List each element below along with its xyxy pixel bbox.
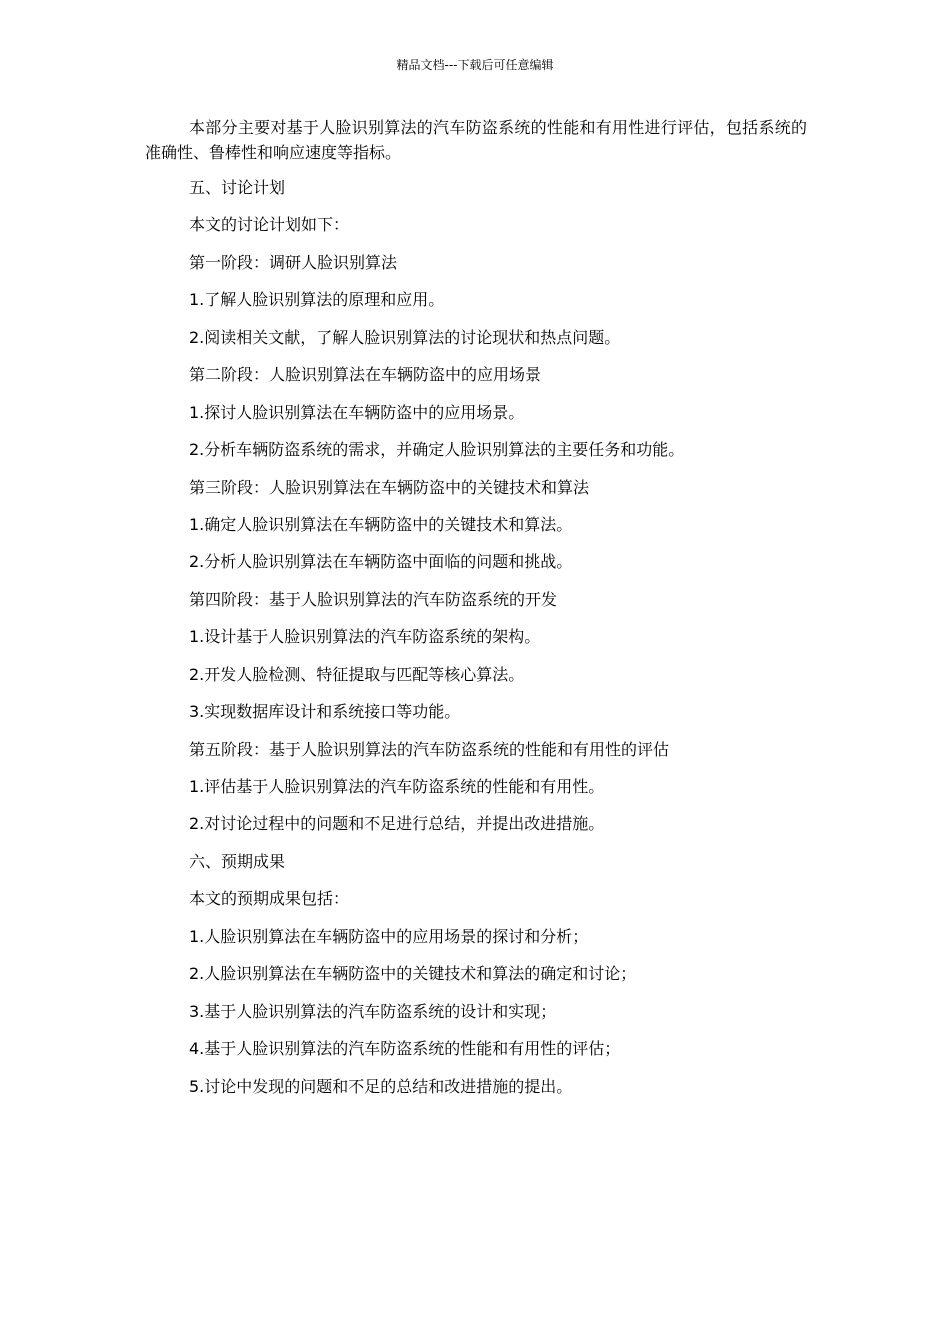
stage-heading: 第三阶段：人脸识别算法在车辆防盗中的关键技术和算法 [189, 477, 590, 497]
list-item: 1.设计基于人脸识别算法的汽车防盗系统的架构。 [189, 627, 541, 647]
paragraph: 本文的讨论计划如下： [189, 215, 350, 235]
list-item: 2.阅读相关文献，了解人脸识别算法的讨论现状和热点问题。 [189, 327, 621, 347]
section-heading: 六、预期成果 [189, 851, 286, 871]
stage-heading: 第五阶段：基于人脸识别算法的汽车防盗系统的性能和有用性的评估 [189, 739, 670, 759]
list-item: 2.开发人脸检测、特征提取与匹配等核心算法。 [189, 664, 525, 684]
stage-heading: 第二阶段：人脸识别算法在车辆防盗中的应用场景 [189, 365, 542, 385]
paragraph: 本文的预期成果包括： [189, 889, 350, 909]
list-item: 2.分析车辆防盗系统的需求，并确定人脸识别算法的主要任务和功能。 [189, 440, 685, 460]
list-item: 1.确定人脸识别算法在车辆防盗中的关键技术和算法。 [189, 514, 573, 534]
list-item: 1.人脸识别算法在车辆防盗中的应用场景的探讨和分析； [189, 926, 589, 946]
stage-heading: 第四阶段：基于人脸识别算法的汽车防盗系统的开发 [189, 589, 558, 609]
list-item: 2.人脸识别算法在车辆防盗中的关键技术和算法的确定和讨论； [189, 964, 637, 984]
intro-paragraph: 本部分主要对基于人脸识别算法的汽车防盗系统的性能和有用性进行评估，包括系统的准确性、鲁棒性和响应速度等指标。 [145, 118, 807, 162]
list-item: 1.了解人脸识别算法的原理和应用。 [189, 290, 445, 310]
list-item: 4.基于人脸识别算法的汽车防盗系统的性能和有用性的评估； [189, 1039, 621, 1059]
list-item: 1.探讨人脸识别算法在车辆防盗中的应用场景。 [189, 402, 525, 422]
paragraph-list [145, 176, 807, 1099]
list-item: 3.基于人脸识别算法的汽车防盗系统的设计和实现； [189, 1001, 557, 1021]
list-item: 3.实现数据库设计和系统接口等功能。 [189, 702, 461, 722]
document-body [145, 115, 807, 1112]
section-heading: 五、讨论计划 [189, 178, 286, 197]
list-item: 2.分析人脸识别算法在车辆防盗中面临的问题和挑战。 [189, 552, 573, 572]
list-item: 2.对讨论过程中的问题和不足进行总结，并提出改进措施。 [189, 814, 605, 834]
list-item: 1.评估基于人脸识别算法的汽车防盗系统的性能和有用性。 [189, 777, 605, 796]
page-header: 精品文档---下载后可任意编辑 [396, 58, 554, 72]
stage-heading: 第一阶段：调研人脸识别算法 [189, 252, 398, 272]
list-item: 5.讨论中发现的问题和不足的总结和改进措施的提出。 [189, 1076, 573, 1096]
